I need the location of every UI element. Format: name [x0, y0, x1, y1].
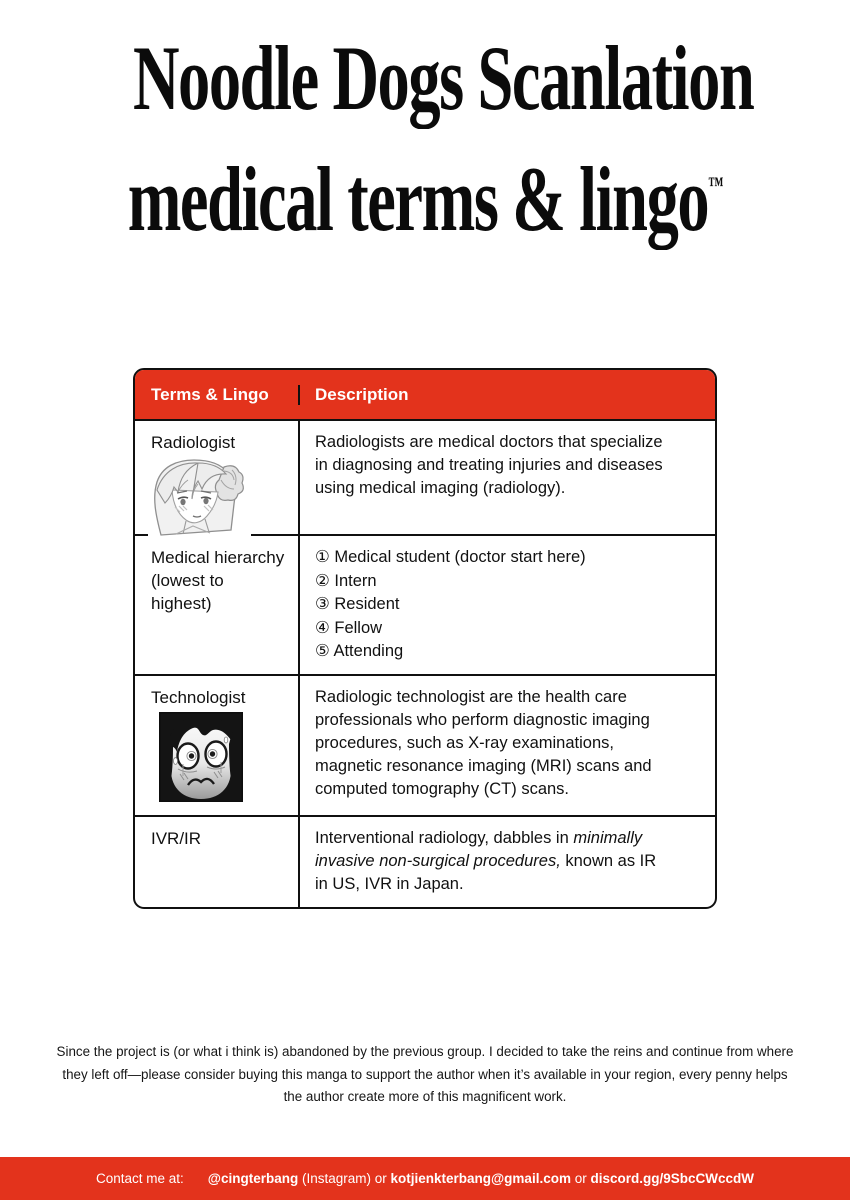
discord-invite: discord.gg/9SbcCWccdW: [590, 1171, 755, 1186]
hierarchy-item-4: ④ Fellow: [315, 618, 383, 637]
contact-email: kotjienkterbang@gmail.com: [390, 1171, 571, 1186]
contact-prefix: Contact me at:: [95, 1171, 184, 1186]
table-row-radiologist: [135, 419, 715, 534]
header-description: Description: [315, 384, 409, 404]
description-technologist: Radiologic technologist are the health care professionals who perform diagnostic imaging procedures, such as X-ray examinations, magnetic resonance imaging (MRI) scans and computed tomography (CT) scans.: [315, 688, 652, 798]
term-medical-hierarchy: Medical hierarchy: [151, 548, 285, 567]
table-row-medical-hierarchy: [135, 534, 715, 674]
page-title: [0, 27, 850, 266]
hierarchy-item-3: ③ Resident: [315, 595, 400, 613]
term-radiologist: Radiologist: [151, 433, 236, 452]
description-ivr-ir: Interventional radiology, dabbles in minimally invasive non-surgical procedures, known as IR in US, IVR in Japan.: [315, 829, 657, 893]
hierarchy-item-5: ⑤ Attending: [315, 642, 404, 660]
technologist-scared-image: [159, 712, 243, 802]
term-ivr-ir: IVR/IR: [151, 829, 202, 848]
title-line-2: [0, 145, 850, 266]
instagram-handle: @cingterbang: [207, 1171, 299, 1186]
term-medical-hierarchy-sub: (lowest to highest): [151, 571, 224, 613]
trademark-symbol: ™: [708, 172, 724, 197]
hierarchy-item-2: ② Intern: [315, 571, 377, 590]
table-row-ivr-ir: [135, 815, 715, 907]
title-line-2-text: medical terms & lingo™: [127, 148, 724, 250]
title-line-1: [0, 27, 850, 145]
terms-table: [133, 368, 717, 909]
title-line-1-text: Noodle Dogs Scanlation: [132, 27, 754, 129]
footer-note: Since the project is (or what i think is) abandoned by the previous group. I decided to take the reins and continue from where they left off—please consider buying this manga to support the author when it’s available in your region, every penny helps the author create more of this magnificent work.: [56, 1044, 794, 1104]
table-row-technologist: [135, 674, 715, 815]
header-terms-lingo: Terms & Lingo: [135, 385, 300, 405]
term-technologist: Technologist: [151, 688, 246, 707]
contact-bar: Contact me at: @cingterbang (Instagram) or kotjienkterbang@gmail.com or discord.gg/9SbcCWccdW: [0, 1157, 850, 1200]
description-radiologist: Radiologists are medical doctors that specialize in diagnosing and treating injuries and diseases using medical imaging (radiology).: [315, 433, 663, 497]
radiologist-sketch-image: [148, 458, 251, 536]
table-header-row: [135, 370, 715, 419]
description-ivr-ir-italic: minimally invasive non-surgical procedures,: [315, 829, 643, 870]
hierarchy-item-1: ① Medical student (doctor start here): [315, 548, 586, 566]
